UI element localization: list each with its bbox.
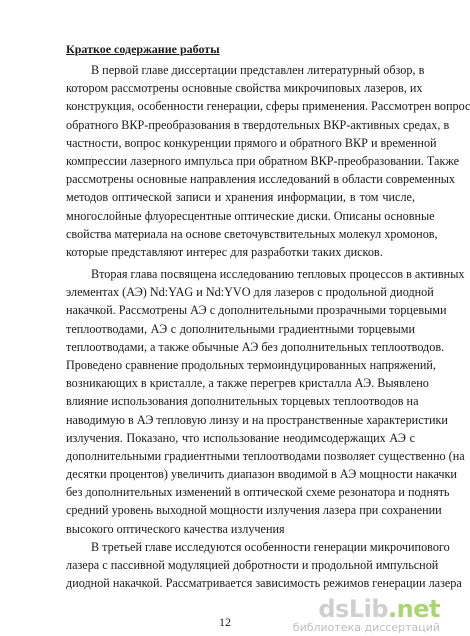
text-line: элементах (АЭ) Nd:YAG и Nd:YVO для лазеров с продольной диодной [66, 285, 434, 300]
text-line: Вторая глава посвящена исследованию тепловых процессов в активных [91, 267, 465, 281]
text-line: обратного ВКР-преобразования в твердотельных ВКР-активных средах, в [66, 117, 450, 132]
text-line: конструкция, особенности генерации, сферы применения. Рассмотрен вопрос [66, 99, 470, 114]
text-line: методов оптической записи и хранения информации, в том числе, [66, 190, 415, 205]
text-line: возникающих в кристалле, а также перегрев кристалла АЭ. Выявлено [66, 376, 429, 391]
text-line: частности, вопрос конкуренции прямого и обратного ВКР и временной [66, 135, 437, 150]
text-line: Проведено сравнение продольных термоиндуцированных напряжений, [66, 357, 436, 372]
text-line: компрессии лазерного импульса при обратном ВКР-преобразовании. Также [66, 153, 460, 168]
text-line: рассмотрены основные направления исследований в области современных [66, 172, 456, 187]
watermark-logo [293, 597, 440, 621]
text-line: В первой главе диссертации представлен литературный обзор, в [91, 63, 425, 77]
text-line: наводимую в АЭ тепловую линзу и на пространственные характеристики [66, 412, 448, 427]
text-line: многослойные флуоресцентные оптические диски. Описаны основные [66, 208, 435, 223]
text-line: диодной накачкой. Рассматривается зависимость режимов генерации лазера [66, 576, 462, 591]
text-line: теплоотводами, а также обычные АЭ без дополнительных теплоотводов. [66, 339, 445, 354]
watermark-caption: библиотека диссертаций [292, 621, 440, 634]
text-line: излучения. Показано, что использование неодимсодержащих АЭ с [66, 430, 415, 445]
text-line: которые представляют интерес для разработки таких дисков. [66, 244, 383, 259]
watermark-logo-text: dsLib [318, 595, 389, 623]
text-line: теплоотводами, АЭ с дополнительными градиентными торцевыми [66, 321, 415, 336]
text-line: высокого оптического качества излучения [66, 521, 285, 536]
paragraph-chapter-1 [66, 61, 470, 261]
text-line: свойства материала на основе светочувствительных молекул хромонов, [66, 226, 438, 241]
text-line: В третьей главе исследуются особенности генерации микрочипового [91, 540, 450, 554]
text-line: дополнительными градиентными теплоотводами позволяет существенно (на [66, 448, 465, 463]
text-line: лазера с пассивной модуляцией добротности и продольной импульсной [66, 558, 439, 573]
section-heading: Краткое содержание работы [66, 42, 220, 56]
paragraph-chapter-3 [66, 538, 462, 591]
text-line: десятки процентов) увеличить диапазон вводимой в АЭ мощности накачки [66, 467, 457, 482]
text-line: котором рассмотрены основные свойства микрочиповых лазеров, их [66, 81, 423, 96]
text-line: без дополнительных изменений в оптической схеме резонатора и поднять [66, 485, 450, 500]
dslib-watermark [293, 597, 440, 634]
watermark-logo-domain: .net [388, 595, 440, 623]
text-line: средний уровень выходной мощности излучения лазера при сохранении [66, 503, 442, 518]
paragraph-chapter-2 [66, 265, 465, 538]
text-line: накачкой. Рассмотрены АЭ с дополнительными прозрачными торцевыми [66, 303, 447, 318]
text-line: влияние использования дополнительных торцевых теплоотводов на [66, 394, 419, 409]
page-number: 12 [219, 615, 231, 629]
